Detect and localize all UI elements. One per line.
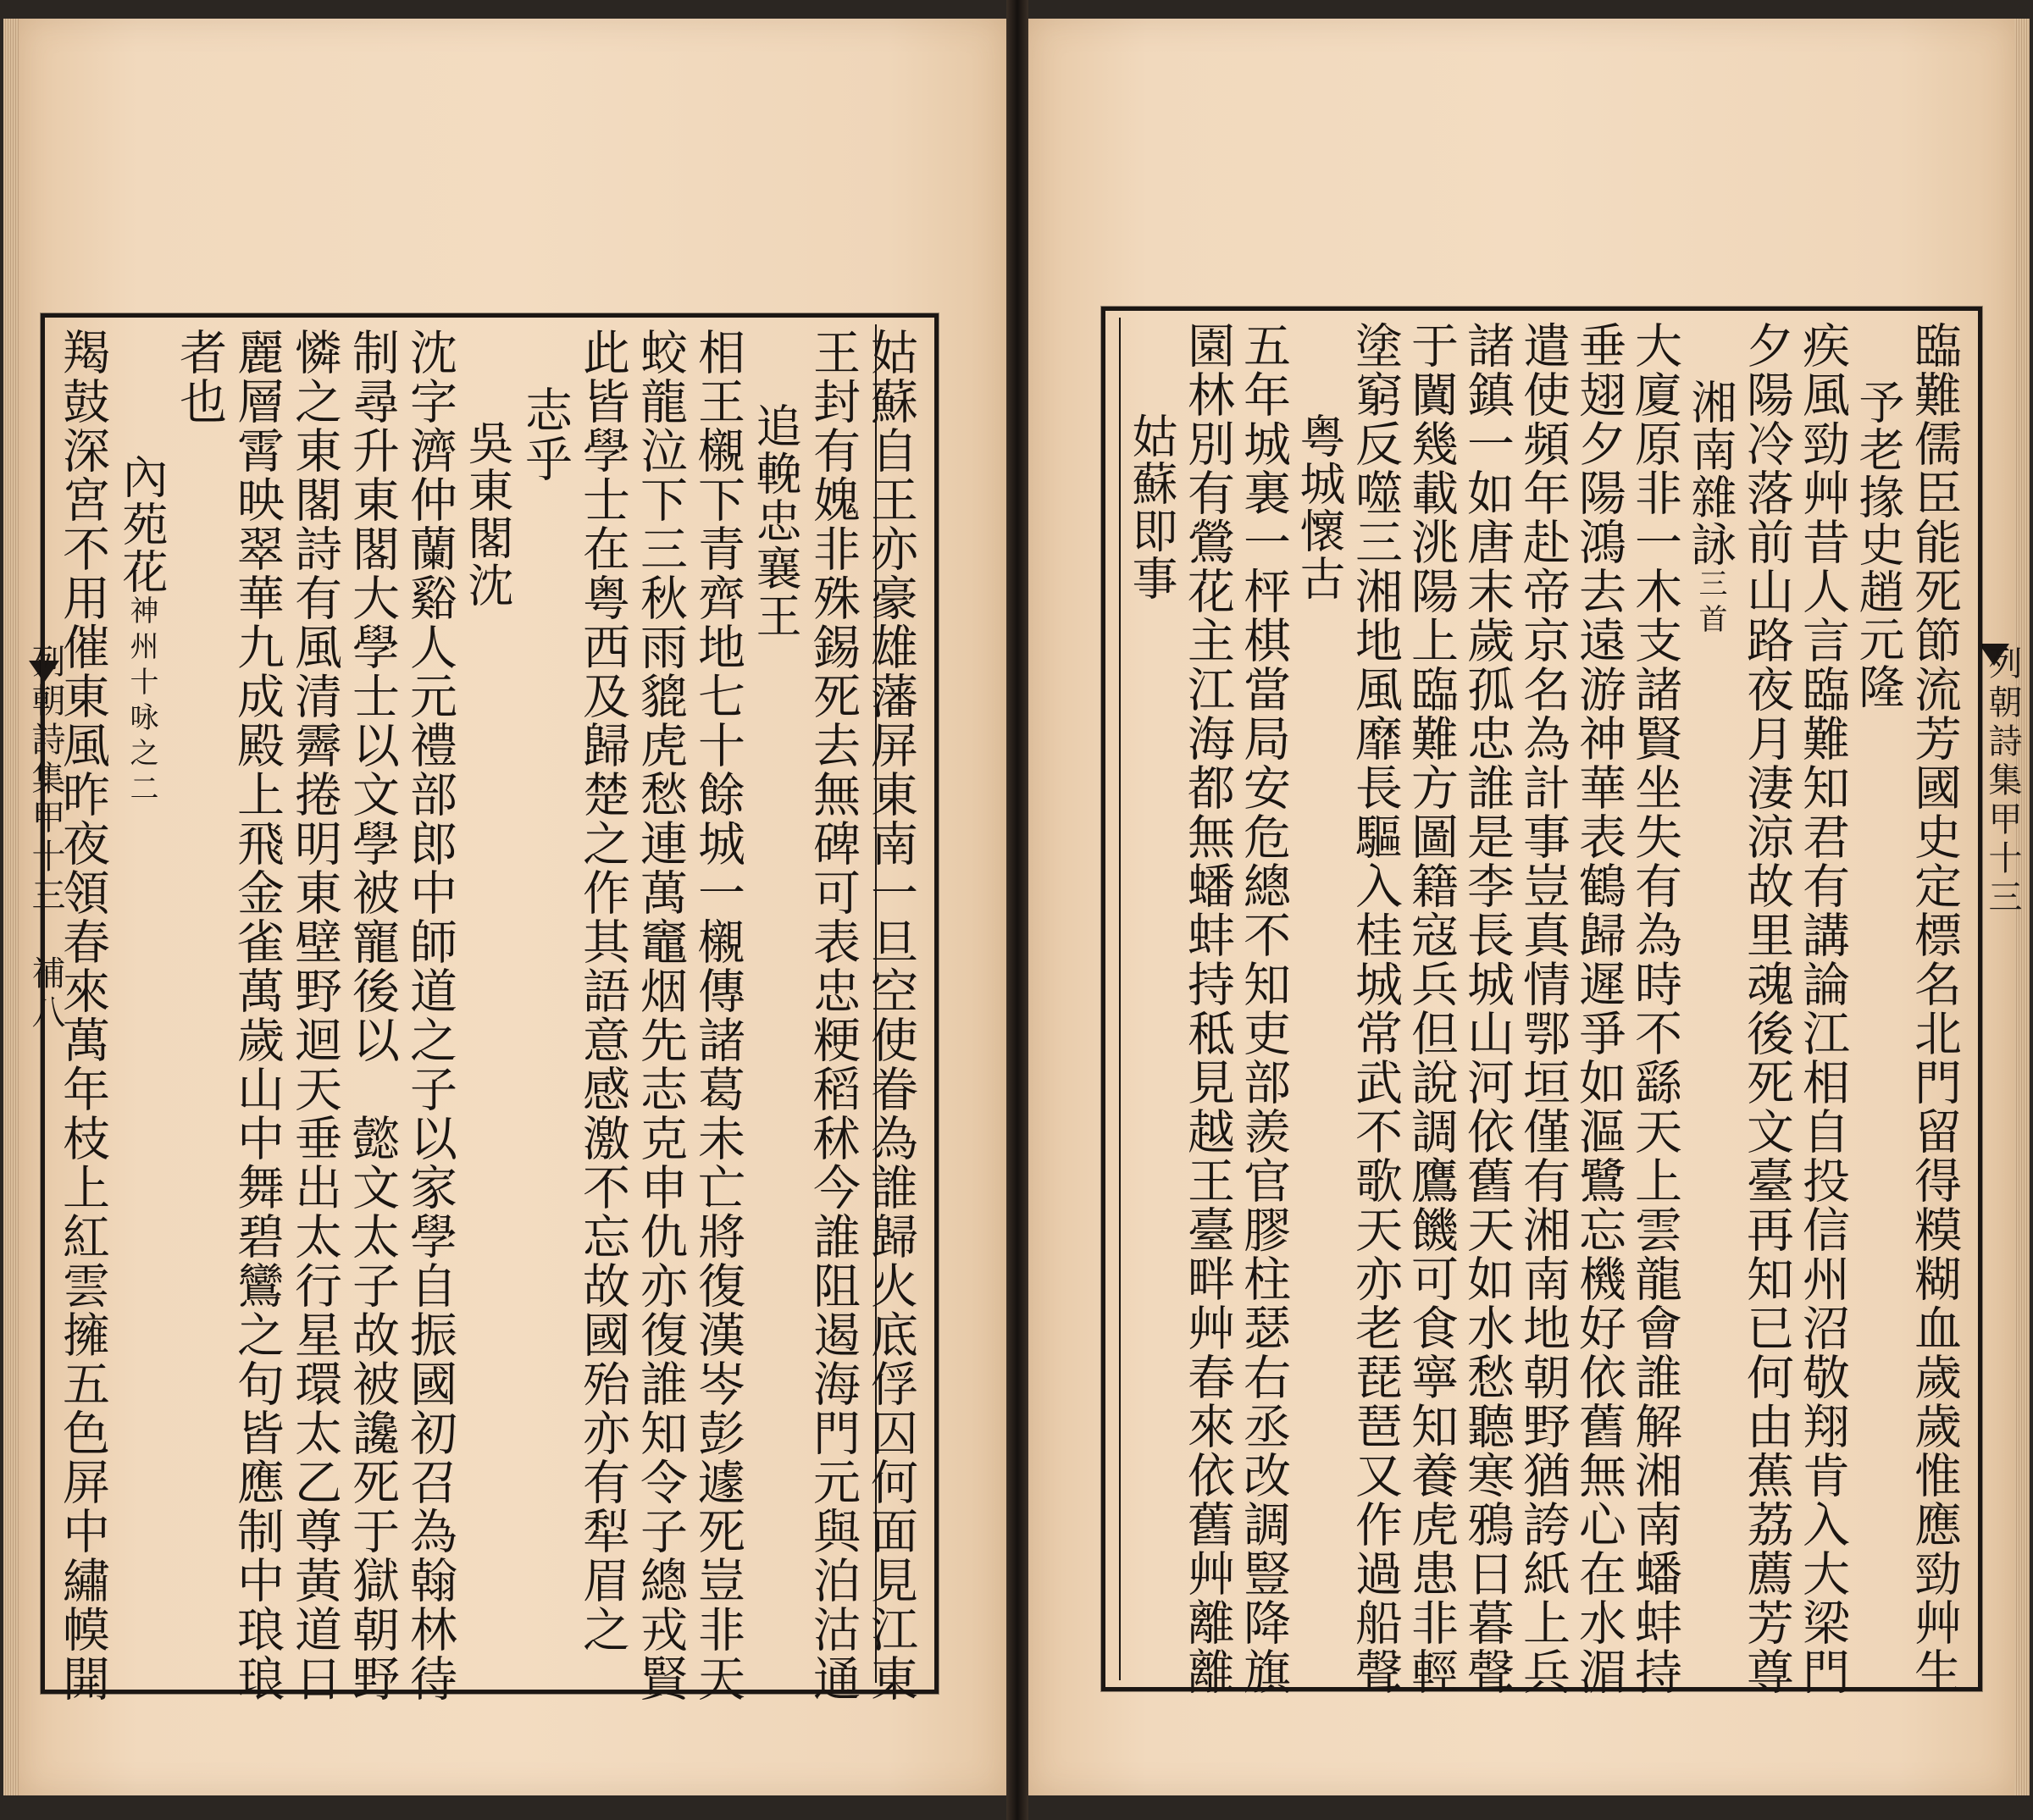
text-column: 諸鎮一如唐末歲孤忠誰是李長城山河依舊天如水愁聽寒鴉日暮聲	[1460, 321, 1515, 1696]
text-column: 蛟龍泣下三秋雨貔虎愁連萬竈烟先志克申仇亦復誰知令子總戎賢	[633, 328, 688, 1703]
page-edge-left	[3, 19, 19, 1795]
poem-title: 姑蘇即事	[1125, 412, 1178, 602]
text-column: 王封有媿非殊錫死去無碑可表忠粳稻秫今誰阻遏海門元與泊沽通	[806, 328, 861, 1703]
text-column: 羯鼓深宮不用催東風昨夜領春來萬年枝上紅雲擁五色屏中繡幙開	[55, 328, 110, 1703]
poem-title-note: 三首	[1693, 568, 1727, 639]
text-column: 五年城裏一枰棋當局安危總不知吏部羨官膠柱瑟右丞改調豎降旗	[1236, 321, 1291, 1696]
poem-title: 追輓忠襄王	[749, 402, 802, 639]
poem-title-note: 神州十咏之二	[125, 595, 158, 809]
poem-title: 予老掾史趙元隆	[1852, 379, 1905, 711]
poem-title-text: 湘南雜詠	[1684, 379, 1737, 568]
right-text-frame	[1101, 307, 1982, 1696]
text-column: 沈字濟仲蘭谿人元禮部郎中師道之子以家學自振國初召為翰林待	[402, 328, 457, 1703]
text-column: 大廈原非一木支諸賢坐失有為時不繇天上雲龍會誰解湘南蟠蚌持	[1627, 321, 1682, 1696]
poem-title: 粤城懷古	[1293, 412, 1346, 602]
text-column: 臨難儒臣能死節流芳國史定標名北門留得糢糊血歲歲惟應勁艸生	[1907, 321, 1962, 1696]
text-column: 垂翅夕陽鴻去遠游神華表鶴歸遲爭如漚鷺忘機好依舊無心在水湄	[1571, 321, 1626, 1696]
text-column: 麗層霄映翠華九成殿上飛金雀萬歲山中舞碧鸞之句皆應制中琅琅	[230, 328, 285, 1703]
author-heading: 吳東閣沈	[461, 419, 514, 609]
text-column: 志乎	[518, 385, 573, 484]
text-column: 于闐幾載洮陽上臨難方圖籍寇兵但說調鷹饑可食寧知養虎患非輕	[1404, 321, 1459, 1696]
text-column: 制尋升東閣大學士以文學被寵後以 懿文太子故被讒死于獄朝野	[345, 328, 400, 1703]
text-column: 姑蘇自王亦豪雄藩屏東南一旦空使眷為誰歸火底俘囚何面見江東	[863, 328, 918, 1703]
text-column: 相王櫬下青齊地七十餘城一櫬傳諸葛未亡將復漢岑彭遽死豈非天	[690, 328, 745, 1703]
text-column: 夕陽冷落前山路夜月淒涼故里魂後死文臺再知已何由蕉荔薦芳尊	[1739, 321, 1794, 1696]
text-column: 者也	[172, 328, 227, 426]
text-column: 憐之東閣詩有風清霽捲明東壁野迴天垂出太行星環太乙尊黃道日	[287, 328, 342, 1703]
poem-title-text: 內苑花	[115, 453, 169, 595]
left-text-frame	[41, 313, 939, 1703]
poem-title	[116, 453, 167, 809]
text-column: 此皆學士在粤西及歸楚之作其語意感激不忘故國殆亦有犁眉之	[575, 328, 630, 1654]
block-center-label-right: 列朝詩集甲十三	[1983, 645, 2022, 918]
text-column: 遣使頻年赴帝京名為計事豈真情鄂垣僅有湘南地朝野猶誇紙上兵	[1515, 321, 1570, 1696]
block-center-label-left: 列朝詩集甲十三 補八	[26, 644, 65, 1033]
text-column: 疾風勁艸昔人言臨難知君有講論江相自投信州沼敬翔肯入大梁門	[1795, 321, 1850, 1696]
book-gutter	[1006, 0, 1028, 1820]
column-rule	[1119, 318, 1121, 1680]
text-column: 塗窮反噬三湘地風靡長驅入桂城常武不歌天亦老琵琶又作過船聲	[1348, 321, 1403, 1696]
text-column: 園林別有鶯花主江海都無蟠蚌持秪見越王臺畔艸春來依舊艸離離	[1180, 321, 1235, 1696]
poem-title	[1685, 379, 1736, 639]
